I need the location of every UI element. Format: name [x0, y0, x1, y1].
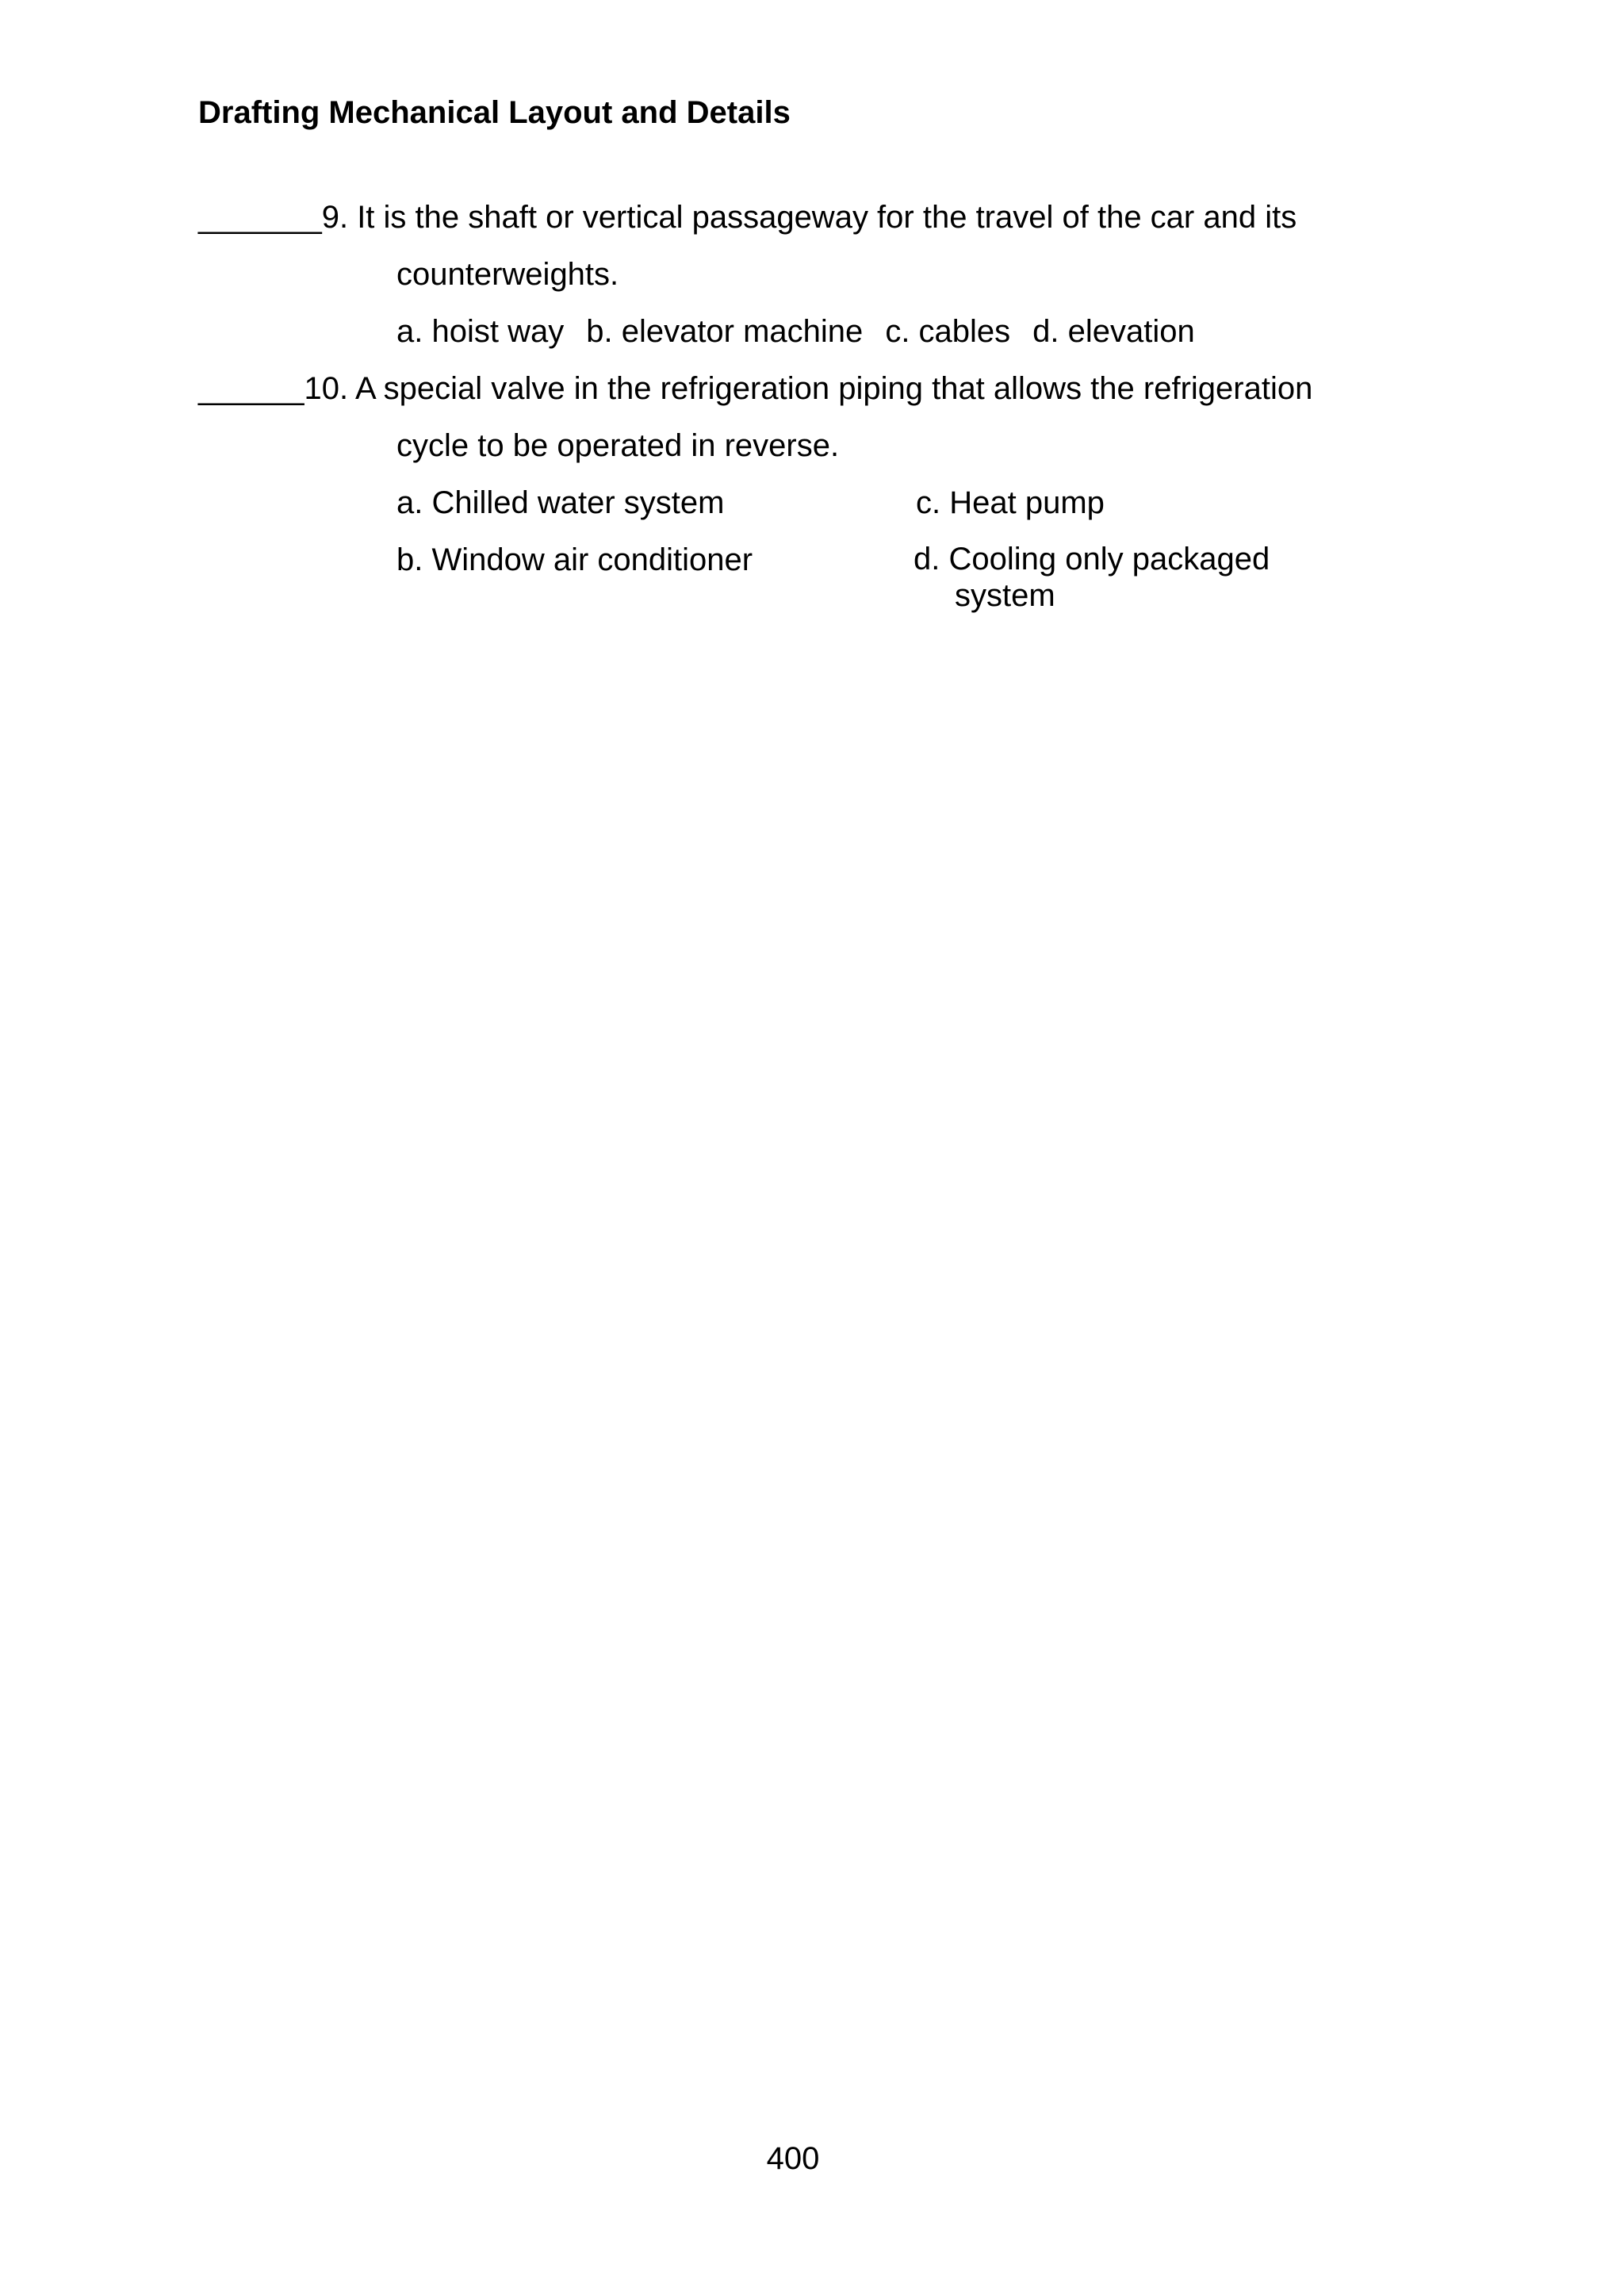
question-10-choice-c: c. Heat pump — [916, 485, 1105, 520]
question-10-choice-b: b. Window air conditioner — [396, 542, 753, 577]
question-10-choice-d-line2: system — [955, 578, 1055, 613]
question-9-stem-continued: counterweights. — [396, 257, 619, 292]
page-header-title: Drafting Mechanical Layout and Details — [198, 95, 791, 130]
question-9-choice-d: d. elevation — [1032, 314, 1195, 349]
question-9-stem: _______9. It is the shaft or vertical passageway for the travel of the car and its — [198, 200, 1297, 235]
page-number: 400 — [766, 2141, 820, 2176]
question-10-stem: ______10. A special valve in the refrigeration piping that allows the refrigeration — [198, 371, 1313, 406]
question-9-choice-c: c. cables — [885, 314, 1011, 349]
question-10-choice-d-line1: d. Cooling only packaged — [914, 542, 1270, 577]
question-10-choice-a: a. Chilled water system — [396, 485, 725, 520]
question-9-choice-a: a. hoist way — [396, 314, 565, 349]
question-10-stem-continued: cycle to be operated in reverse. — [396, 428, 840, 463]
question-9-choice-b: b. elevator machine — [586, 314, 864, 349]
question-9-choices — [396, 312, 1195, 351]
question-10-choice-d — [914, 541, 1326, 614]
